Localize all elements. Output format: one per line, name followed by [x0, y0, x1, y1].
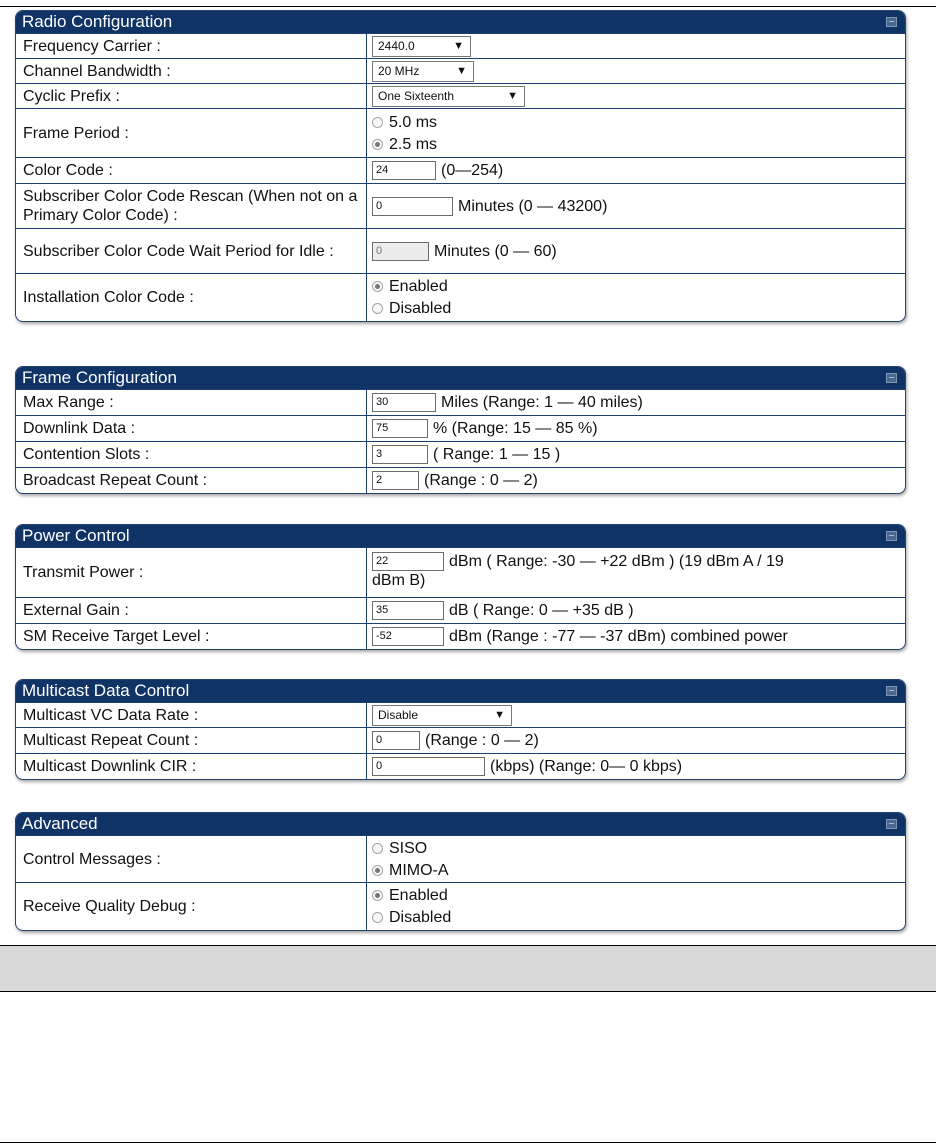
- panel-title: Power Control: [22, 526, 130, 545]
- channel-bandwidth-select[interactable]: [372, 61, 474, 82]
- option-label: Disabled: [389, 909, 452, 926]
- radio-button-icon[interactable]: [372, 117, 383, 128]
- broadcast-repeat-range: (Range : 0 — 2): [424, 472, 538, 489]
- installation-color-code-disabled[interactable]: [372, 298, 451, 320]
- downlink-data-row: [16, 415, 905, 441]
- transmit-power-range: dBm ( Range: -30 — +22 dBm ) (19 dBm A / 19: [449, 553, 784, 570]
- contention-slots-label: Contention Slots :: [16, 442, 367, 467]
- wait-period-input[interactable]: 0: [372, 242, 429, 261]
- option-label: Disabled: [389, 300, 452, 317]
- transmit-power-input[interactable]: 22: [372, 552, 444, 571]
- minimize-icon[interactable]: [886, 686, 897, 696]
- wait-period-range: Minutes (0 — 60): [434, 242, 557, 260]
- dropdown-arrow-icon: ▼: [456, 64, 467, 77]
- receive-quality-debug-row: [16, 882, 905, 930]
- downlink-data-range: % (Range: 15 — 85 %): [433, 420, 598, 437]
- external-gain-row: [16, 597, 905, 623]
- option-label: Enabled: [389, 278, 448, 295]
- max-range-row: [16, 389, 905, 415]
- vc-rate-label: Multicast VC Data Rate :: [16, 703, 367, 727]
- external-gain-range: dB ( Range: 0 — +35 dB ): [449, 602, 634, 619]
- radio-button-icon[interactable]: [372, 890, 383, 901]
- radio-button-icon[interactable]: [372, 843, 383, 854]
- color-code-row: [16, 157, 905, 183]
- frequency-carrier-label: Frequency Carrier :: [16, 34, 367, 58]
- option-label: MIMO-A: [389, 861, 449, 879]
- color-code-input[interactable]: 24: [372, 161, 436, 180]
- vc-rate-select[interactable]: [372, 705, 512, 726]
- radio-button-icon[interactable]: [372, 303, 383, 314]
- panel-title: Advanced: [22, 814, 98, 833]
- option-label: 2.5 ms: [389, 135, 438, 153]
- broadcast-repeat-input[interactable]: 2: [372, 471, 419, 490]
- downlink-cir-row: [16, 753, 905, 779]
- option-label: 5.0 ms: [389, 113, 438, 131]
- panel-title: Radio Configuration: [22, 12, 173, 31]
- installation-color-code-label: Installation Color Code :: [16, 274, 367, 321]
- frequency-carrier-row: [16, 33, 905, 58]
- downlink-cir-label: Multicast Downlink CIR :: [16, 754, 367, 779]
- external-gain-input[interactable]: 35: [372, 601, 444, 620]
- sm-target-label: SM Receive Target Level :: [16, 624, 367, 649]
- panel-header: [16, 367, 905, 389]
- wait-period-label: Subscriber Color Code Wait Period for Idle :: [16, 229, 367, 273]
- radio-button-icon[interactable]: [372, 912, 383, 923]
- max-range-range: Miles (Range: 1 — 40 miles): [441, 394, 643, 411]
- multicast-repeat-range: (Range : 0 — 2): [425, 732, 539, 749]
- max-range-label: Max Range :: [16, 390, 367, 415]
- rescan-label: Subscriber Color Code Rescan (When not on a Primary Color Code) :: [16, 184, 367, 228]
- sm-target-range: dBm (Range : -77 — -37 dBm) combined power: [449, 628, 788, 645]
- downlink-data-label: Downlink Data :: [16, 416, 367, 441]
- sm-target-row: [16, 623, 905, 649]
- minimize-icon[interactable]: [886, 17, 897, 27]
- contention-slots-row: [16, 441, 905, 467]
- wait-period-row: [16, 228, 905, 273]
- downlink-data-input[interactable]: 75: [372, 419, 428, 438]
- downlink-cir-range: (kbps) (Range: 0— 0 kbps): [490, 758, 683, 775]
- dropdown-arrow-icon: ▼: [494, 708, 505, 721]
- control-messages-label: Control Messages :: [16, 836, 367, 882]
- control-messages-mimo-a[interactable]: [372, 859, 449, 881]
- channel-bandwidth-value: 20 MHz: [378, 63, 420, 78]
- transmit-power-label: Transmit Power :: [16, 548, 367, 597]
- contention-slots-input[interactable]: 3: [372, 445, 428, 464]
- panel-header: [16, 813, 905, 835]
- cyclic-prefix-row: [16, 83, 905, 108]
- power-control-panel: [15, 524, 906, 650]
- control-messages-siso[interactable]: [372, 837, 449, 859]
- downlink-cir-input[interactable]: 0: [372, 757, 485, 776]
- frame-period-option-2-5ms[interactable]: [372, 133, 437, 155]
- footer-bar: [0, 945, 936, 992]
- top-rule: [0, 6, 936, 7]
- minimize-icon[interactable]: [886, 531, 897, 541]
- panel-header: [16, 11, 905, 33]
- cyclic-prefix-select[interactable]: [372, 86, 525, 107]
- radio-button-icon[interactable]: [372, 865, 383, 876]
- transmit-power-row: [16, 547, 905, 597]
- frame-period-option-5ms[interactable]: [372, 111, 437, 133]
- bottom-rule: [0, 1142, 936, 1143]
- receive-quality-debug-enabled[interactable]: [372, 885, 451, 907]
- minimize-icon[interactable]: [886, 373, 897, 383]
- frame-configuration-panel: [15, 366, 906, 494]
- channel-bandwidth-row: [16, 58, 905, 83]
- color-code-label: Color Code :: [16, 158, 367, 183]
- vc-rate-row: [16, 702, 905, 727]
- frame-period-label: Frame Period :: [16, 109, 367, 157]
- installation-color-code-enabled[interactable]: [372, 276, 451, 298]
- minimize-icon[interactable]: [886, 819, 897, 829]
- advanced-panel: [15, 812, 906, 931]
- receive-quality-debug-label: Receive Quality Debug :: [16, 883, 367, 930]
- external-gain-label: External Gain :: [16, 598, 367, 623]
- control-messages-row: [16, 835, 905, 882]
- installation-color-code-row: [16, 273, 905, 321]
- radio-button-icon[interactable]: [372, 281, 383, 292]
- rescan-input[interactable]: 0: [372, 197, 453, 216]
- cyclic-prefix-value: One Sixteenth: [378, 88, 455, 103]
- sm-target-input[interactable]: -52: [372, 627, 444, 646]
- panel-title: Frame Configuration: [22, 368, 177, 387]
- multicast-data-control-panel: [15, 679, 906, 780]
- frequency-carrier-value: 2440.0: [378, 38, 415, 53]
- rescan-row: [16, 183, 905, 228]
- frequency-carrier-select[interactable]: [372, 36, 471, 57]
- vc-rate-value: Disable: [378, 707, 419, 722]
- cyclic-prefix-label: Cyclic Prefix :: [16, 84, 367, 108]
- dropdown-arrow-icon: ▼: [507, 89, 518, 102]
- radio-button-icon[interactable]: [372, 139, 383, 150]
- multicast-repeat-input[interactable]: 0: [372, 731, 420, 750]
- contention-slots-range: ( Range: 1 — 15 ): [433, 446, 561, 463]
- option-label: Enabled: [389, 887, 448, 904]
- channel-bandwidth-label: Channel Bandwidth :: [16, 59, 367, 83]
- radio-configuration-panel: [15, 10, 906, 322]
- option-label: SISO: [389, 839, 428, 857]
- rescan-range: Minutes (0 — 43200): [458, 197, 608, 215]
- broadcast-repeat-row: [16, 467, 905, 493]
- panel-title: Multicast Data Control: [22, 681, 190, 700]
- max-range-input[interactable]: 30: [372, 393, 436, 412]
- transmit-power-range-cont: dBm B): [372, 572, 426, 589]
- receive-quality-debug-disabled[interactable]: [372, 907, 451, 929]
- frame-period-row: [16, 108, 905, 157]
- broadcast-repeat-label: Broadcast Repeat Count :: [16, 468, 367, 493]
- color-code-range: (0—254): [441, 162, 504, 179]
- multicast-repeat-label: Multicast Repeat Count :: [16, 728, 367, 753]
- panel-header: [16, 525, 905, 547]
- multicast-repeat-row: [16, 727, 905, 753]
- dropdown-arrow-icon: ▼: [453, 39, 464, 52]
- panel-header: [16, 680, 905, 702]
